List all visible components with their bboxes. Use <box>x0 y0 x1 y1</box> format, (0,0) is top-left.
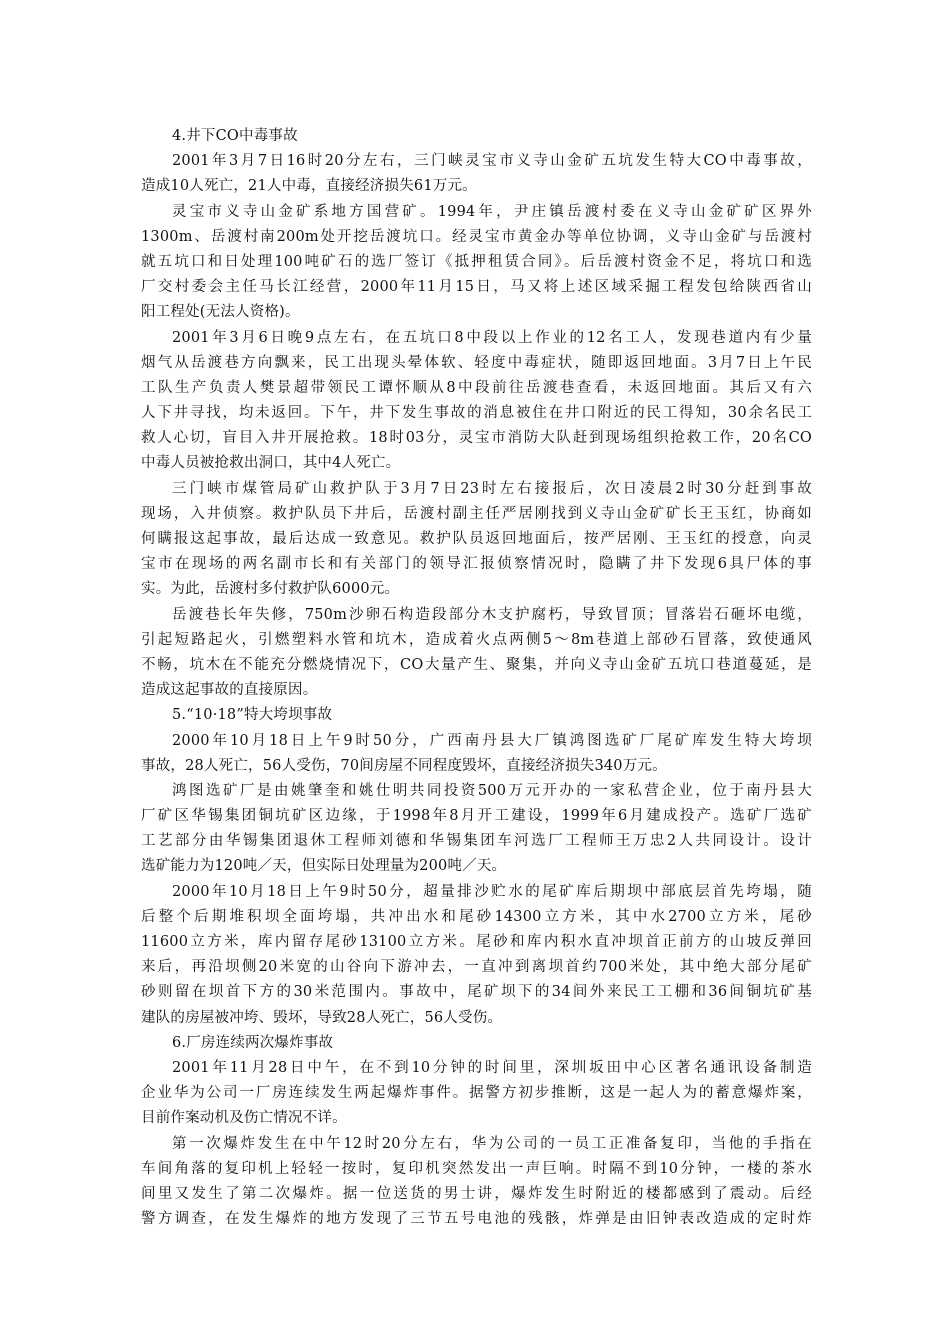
paragraph-first-line: 灵宝市义寺山金矿系地方国营矿。1994年，尹庄镇岳渡村委在义寺山金矿矿区界外 <box>172 203 812 220</box>
paragraph-line: 后整个后期堆积坝全面垮塌，共冲出水和尾砂14300立方米，其中水2700立方米，尾砂 <box>141 908 812 925</box>
paragraph-line: 厂矿区华锡集团铜坑矿区边缘，于1998年8月开工建设，1999年6月建成投产。选矿厂选矿 <box>141 808 812 825</box>
paragraph-first-line: 2001年11月28日中午，在不到10分钟的时间里，深圳坂田中心区著名通讯设备制造 <box>172 1059 812 1076</box>
paragraph-line: 工队生产负责人樊景超带领民工谭怀顺从8中段前往岳渡巷查看，未返回地面。其后又有六 <box>141 379 812 396</box>
paragraph-line: 来后，再沿坝侧20米宽的山谷向下游冲去，一直冲到离坝首约700米处，其中绝大部分尾矿 <box>141 959 812 976</box>
paragraph-first-line: 2001年3月7日16时20分左右，三门峡灵宝市义寺山金矿五坑发生特大CO中毒事故， <box>172 153 812 170</box>
paragraph-last-line: 选矿能力为120吨／天，但实际日处理量为200吨／天。 <box>141 858 507 875</box>
paragraph-line: 警方调查，在发生爆炸的地方发现了三节五号电池的残骸，炸弹是由旧钟表改造成的定时炸 <box>141 1211 812 1228</box>
paragraph-line: 引起短路起火，引燃塑料水管和坑木，造成着火点两侧5～8m巷道上部砂石冒落，致使通风 <box>141 631 812 648</box>
paragraph-first-line: 岳渡巷长年失修，750m沙卵石构造段部分木支护腐朽，导致冒顶；冒落岩石砸坏电缆， <box>172 606 812 623</box>
paragraph-first-line: 第一次爆炸发生在中午12时20分左右，华为公司的一员工正准备复印，当他的手指在 <box>172 1135 812 1152</box>
section-heading: 4.井下CO中毒事故 <box>172 128 298 144</box>
paragraph-line: 企业华为公司一厂房连续发生两起爆炸事件。据警方初步推断，这是一起人为的蓄意爆炸案， <box>141 1085 812 1102</box>
paragraph-line: 砂则留在坝首下方的30米范围内。事故中，尾矿坝下的34间外来民工工棚和36间铜坑矿基 <box>141 984 812 1001</box>
paragraph-last-line: 中毒人员被抢救出洞口，其中4人死亡。 <box>141 455 401 472</box>
paragraph-last-line: 事故，28人死亡，56人受伤，70间房屋不同程度毁坏，直接经济损失340万元。 <box>141 757 667 774</box>
paragraph-first-line: 鸿图选矿厂是由姚肇奎和姚仕明共同投资500万元开办的一家私营企业，位于南丹县大 <box>172 782 812 799</box>
paragraph-line: 1300m、岳渡村南200m处开挖岳渡坑口。经灵宝市黄金办等单位协调，义寺山金矿与岳渡村 <box>141 228 812 245</box>
section-heading: 6.厂房连续两次爆炸事故 <box>172 1034 334 1051</box>
paragraph-line: 厂交村委会主任马长江经营，2000年11月15日，马又将上述区域采掘工程发包给陕西省山 <box>141 279 812 296</box>
section-heading: 5.“10·18”特大垮坝事故 <box>172 707 333 724</box>
paragraph-line: 救人心切，盲目入井开展抢救。18时03分，灵宝市消防大队赶到现场组织抢救工作，20名CO <box>141 430 812 447</box>
paragraph-last-line: 造成10人死亡，21人中毒，直接经济损失61万元。 <box>141 178 477 195</box>
paragraph-line: 不畅，坑木在不能充分燃烧情况下，CO大量产生、聚集，并向义寺山金矿五坑口巷道蔓延，是 <box>141 656 812 673</box>
paragraph-line: 11600立方米，库内留存尾砂13100立方米。尾砂和库内积水直冲坝首正前方的山坡反弹回 <box>141 934 812 950</box>
paragraph-first-line: 2000年10月18日上午9时50分，广西南丹县大厂镇鸿图选矿厂尾矿库发生特大垮坝 <box>172 732 812 749</box>
paragraph-line: 何瞒报这起事故，最后达成一致意见。救护队员返回地面后，按严居刚、王玉红的授意，向灵 <box>141 531 812 547</box>
paragraph-last-line: 阳工程处(无法人资格)。 <box>141 304 300 321</box>
document-body <box>141 124 812 1232</box>
paragraph-line: 就五坑口和日处理100吨矿石的选厂签订《抵押租赁合同》。后岳渡村资金不足，将坑口和选 <box>141 253 812 270</box>
paragraph-last-line: 建队的房屋被冲垮、毁坏，导致28人死亡，56人受伤。 <box>141 1009 503 1026</box>
paragraph-last-line: 实。为此，岳渡村多付救护队6000元。 <box>141 581 400 598</box>
paragraph-first-line: 2000年10月18日上午9时50分，超量排沙贮水的尾矿库后期坝中部底层首先垮塌，随 <box>172 883 812 900</box>
paragraph-line: 工艺部分由华锡集团退休工程师刘德和华锡集团车河选厂工程师王万忠2人共同设计。设计 <box>141 833 812 850</box>
paragraph-line: 现场，入井侦察。救护队员下井后，岳渡村副主任严居刚找到义寺山金矿矿长王玉红，协商如 <box>141 505 812 522</box>
paragraph-line: 宝市在现场的两名副市长和有关部门的领导汇报侦察情况时，隐瞒了井下发现6具尸体的事 <box>141 556 812 573</box>
paragraph-first-line: 2001年3月6日晚9点左右，在五坑口8中段以上作业的12名工人，发现巷道内有少量 <box>172 329 812 346</box>
paragraph-last-line: 造成这起事故的直接原因。 <box>141 682 318 699</box>
paragraph-line: 人下井寻找，均未返回。下午，井下发生事故的消息被住在井口附近的民工得知，30余名民工 <box>141 405 812 422</box>
paragraph-line: 烟气从岳渡巷方向飘来，民工出现头晕体软、轻度中毒症状，随即返回地面。3月7日上午民 <box>141 354 812 371</box>
paragraph-line: 车间角落的复印机上轻轻一按时，复印机突然发出一声巨响。时隔不到10分钟，一楼的茶水 <box>141 1160 812 1177</box>
paragraph-line: 间里又发生了第二次爆炸。据一位送货的男士讲，爆炸发生时附近的楼都感到了震动。后经 <box>141 1185 812 1202</box>
paragraph-first-line: 三门峡市煤管局矿山救护队于3月7日23时左右接报后，次日凌晨2时30分赶到事故 <box>172 480 812 497</box>
paragraph-last-line: 目前作案动机及伤亡情况不详。 <box>141 1110 347 1127</box>
